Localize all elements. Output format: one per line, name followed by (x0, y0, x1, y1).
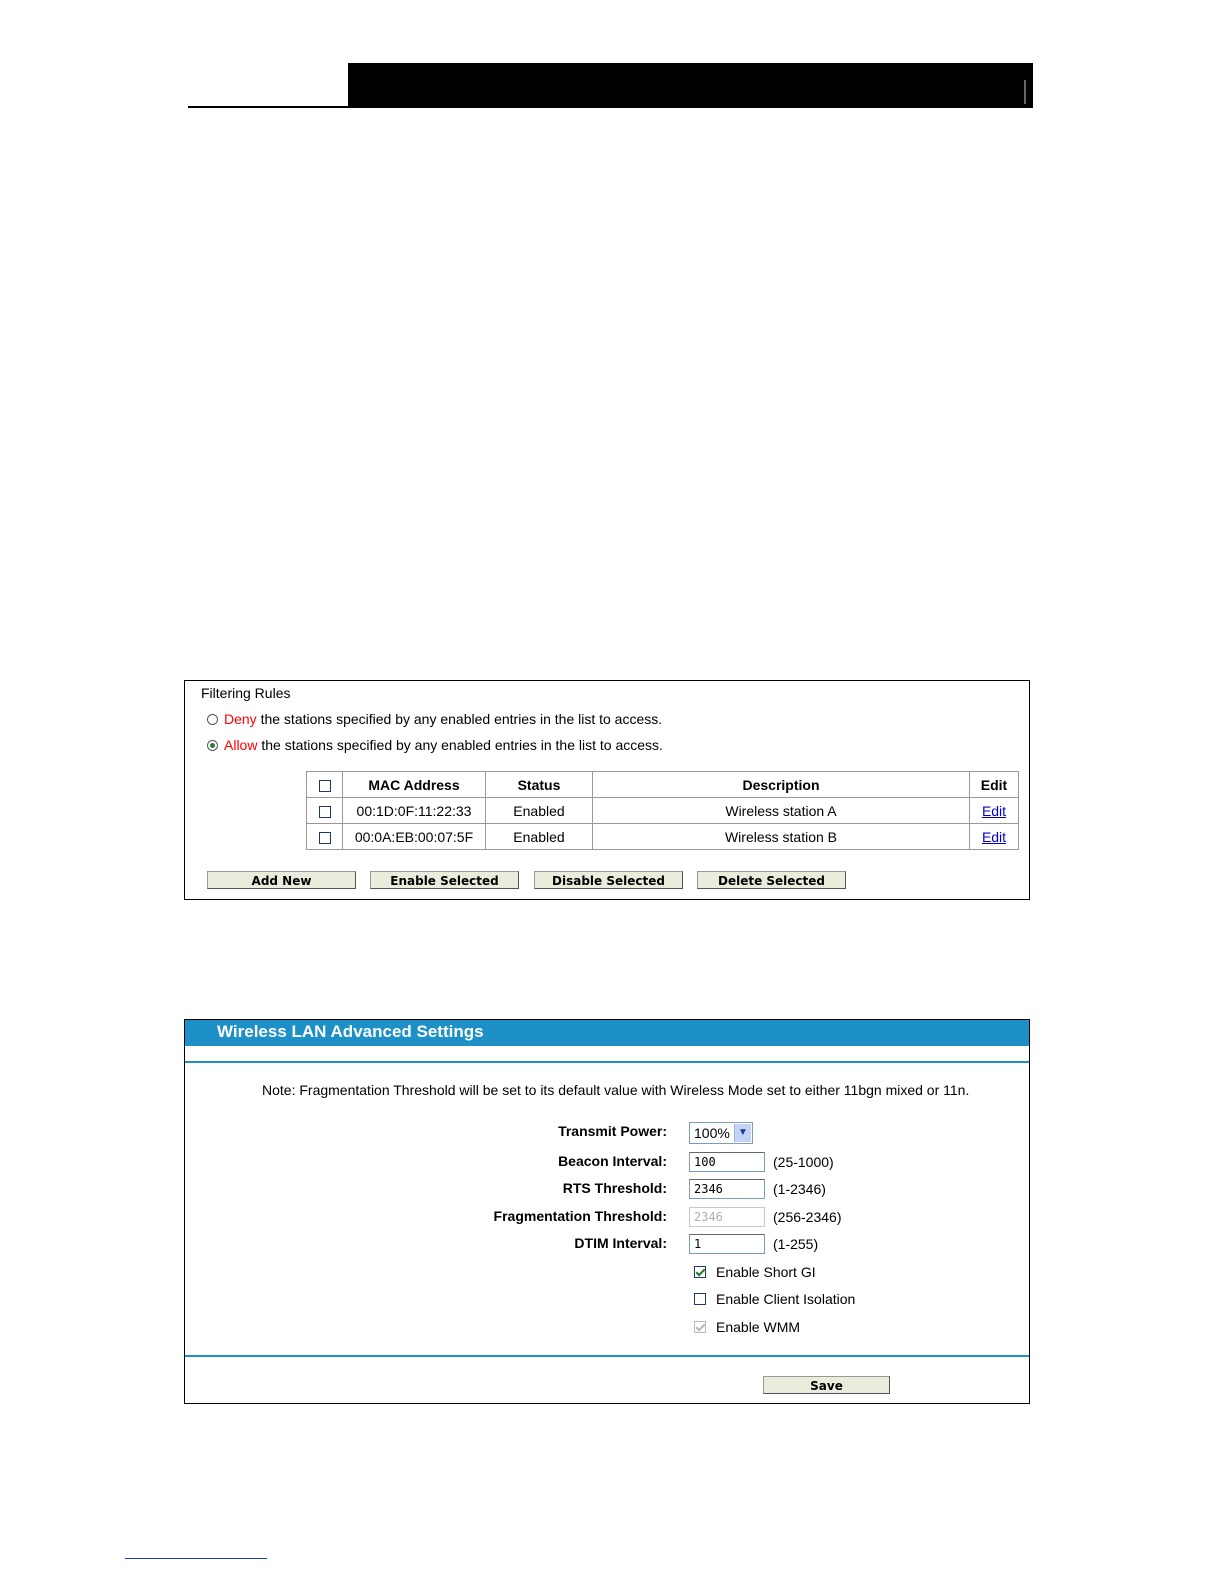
client-isolation-option (694, 1291, 855, 1307)
column-header-description: Description (593, 772, 970, 798)
transmit-power-select[interactable] (689, 1122, 753, 1144)
allow-keyword: Allow (224, 737, 258, 753)
edit-cell (970, 798, 1019, 824)
dtim-interval-label: DTIM Interval: (574, 1235, 667, 1251)
status-cell: Enabled (486, 824, 593, 850)
beacon-interval-range: (25-1000) (773, 1154, 834, 1170)
transmit-power-value: 100% (694, 1125, 730, 1141)
table-row (307, 824, 1019, 850)
wmm-label: Enable WMM (716, 1319, 801, 1335)
row-select-cell (307, 824, 343, 850)
client-isolation-checkbox[interactable] (694, 1293, 706, 1305)
transmit-power-label: Transmit Power: (558, 1123, 667, 1139)
save-button[interactable]: Save (763, 1376, 890, 1394)
edit-cell (970, 824, 1019, 850)
wmm-checkbox[interactable] (694, 1321, 706, 1333)
select-all-cell (307, 772, 343, 798)
chevron-down-icon: ▼ (734, 1124, 751, 1142)
mac-address-cell: 00:1D:0F:11:22:33 (343, 798, 486, 824)
deny-keyword: Deny (224, 711, 257, 727)
panel-title: Wireless LAN Advanced Settings (185, 1020, 1029, 1046)
description-cell: Wireless station B (593, 824, 970, 850)
wireless-advanced-panel (184, 1019, 1030, 1404)
column-header-edit: Edit (970, 772, 1019, 798)
fragmentation-threshold-input[interactable]: 2346 (689, 1207, 765, 1227)
disable-selected-button[interactable]: Disable Selected (534, 871, 683, 889)
client-isolation-label: Enable Client Isolation (716, 1291, 856, 1307)
column-header-mac: MAC Address (343, 772, 486, 798)
dtim-interval-range: (1-255) (773, 1236, 819, 1252)
dtim-interval-input[interactable]: 1 (689, 1234, 765, 1254)
note-text: Note: Fragmentation Threshold will be set to its default value with Wireless Mode set to either 11bgn mixed or 11n. (262, 1082, 970, 1098)
header-bar-tick (1024, 80, 1026, 104)
select-all-checkbox[interactable] (319, 780, 331, 792)
header-rule (188, 106, 348, 108)
mac-address-cell: 00:0A:EB:00:07:5F (343, 824, 486, 850)
column-header-status: Status (486, 772, 593, 798)
table-row (307, 798, 1019, 824)
table-header-row (307, 772, 1019, 798)
beacon-interval-input[interactable]: 100 (689, 1152, 765, 1172)
short-gi-option (694, 1264, 816, 1280)
allow-radio[interactable] (207, 740, 218, 751)
edit-link[interactable]: Edit (981, 828, 1007, 845)
delete-selected-button[interactable]: Delete Selected (697, 871, 846, 889)
description-cell: Wireless station A (593, 798, 970, 824)
allow-rule-row (207, 737, 663, 753)
short-gi-label: Enable Short GI (716, 1264, 816, 1280)
fragmentation-threshold-range: (256-2346) (773, 1209, 842, 1225)
mac-filter-table (306, 771, 1019, 850)
short-gi-checkbox[interactable] (694, 1266, 706, 1278)
allow-rule-text: the stations specified by any enabled entries in the list to access. (257, 737, 663, 753)
divider (185, 1355, 1029, 1357)
deny-radio[interactable] (207, 714, 218, 725)
row-select-cell (307, 798, 343, 824)
filtering-rules-title: Filtering Rules (201, 685, 291, 701)
footer-link-rule (125, 1558, 267, 1559)
wmm-option (694, 1319, 800, 1335)
rts-threshold-label: RTS Threshold: (562, 1180, 667, 1196)
enable-selected-button[interactable]: Enable Selected (370, 871, 519, 889)
row-checkbox[interactable] (319, 832, 331, 844)
header-bar (348, 63, 1033, 108)
rts-threshold-input[interactable]: 2346 (689, 1179, 765, 1199)
deny-rule-row (207, 711, 662, 727)
deny-rule-text: the stations specified by any enabled entries in the list to access. (256, 711, 663, 727)
row-checkbox[interactable] (319, 806, 331, 818)
status-cell: Enabled (486, 798, 593, 824)
beacon-interval-label: Beacon Interval: (558, 1153, 667, 1169)
edit-link[interactable]: Edit (981, 802, 1007, 819)
add-new-button[interactable]: Add New (207, 871, 356, 889)
filtering-rules-panel (184, 680, 1030, 900)
divider (185, 1061, 1029, 1063)
fragmentation-threshold-label: Fragmentation Threshold: (493, 1208, 667, 1224)
rts-threshold-range: (1-2346) (773, 1181, 826, 1197)
